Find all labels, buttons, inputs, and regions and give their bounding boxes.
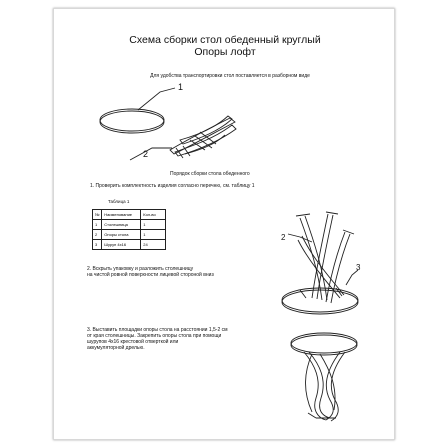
tabletop-drawing [100, 88, 175, 133]
step-3-line: от края столешницы. Закрепить опоры стола при помощи [87, 333, 222, 339]
table-cell: 24 [141, 240, 166, 250]
table-row [93, 230, 166, 240]
table-header-cell: Наименование [102, 210, 141, 220]
legs-on-tabletop-drawing [282, 212, 358, 314]
table-caption: Таблица 1 [108, 199, 130, 204]
table-row [93, 220, 166, 230]
step-3-line: аккумуляторной дрелью. [87, 345, 145, 351]
transport-note: Для удобства транспортировки стол поставляется в разборном виде [150, 73, 310, 79]
step-3-line: 3. Выставить площадки опоры стола на расстоянии 1,5-2 см [87, 327, 228, 333]
table-cell: Шуруп 4х16 [102, 240, 141, 250]
table-header-cell: № [93, 210, 102, 220]
callout-step2-2: 2 [281, 233, 286, 242]
callout-2: 2 [143, 149, 149, 159]
table-header-cell: Кол-во [141, 210, 166, 220]
table-cell: Столешница [102, 220, 141, 230]
table-cell: 3 [93, 240, 102, 250]
step-1-text: 1. Проверить комплектность изделия согласно перечню, см. таблицу 1 [90, 183, 255, 189]
step-2-line: 2. Вскрыть упаковку и разложить столешницу [87, 266, 194, 272]
document-subtitle: Опоры лофт [194, 46, 256, 58]
table-cell: Опоры стола [102, 230, 141, 240]
parts-table [92, 209, 166, 250]
assembled-table-drawing [291, 333, 357, 421]
table-cell: 1 [141, 230, 166, 240]
step-2-text [87, 266, 214, 278]
assembly-order-heading: Порядок сборки стола обеденного [170, 171, 250, 177]
folded-legs-drawing [170, 116, 236, 158]
step-2-line: на чистой ровной поверхности лицевой стороной вниз [87, 272, 214, 278]
callout-step2-3: 3 [356, 263, 361, 272]
step-3-text [87, 327, 228, 351]
document-title: Схема сборки стол обеденный круглый [129, 34, 321, 46]
step-3-line: шурупов 4х16 крестовой отверткой или [87, 339, 179, 345]
table-header-row [93, 210, 166, 220]
table-cell: 2 [93, 230, 102, 240]
callout-1: 1 [178, 82, 184, 92]
table-cell: 1 [141, 220, 166, 230]
table-row [93, 240, 166, 250]
table-cell: 1 [93, 220, 102, 230]
